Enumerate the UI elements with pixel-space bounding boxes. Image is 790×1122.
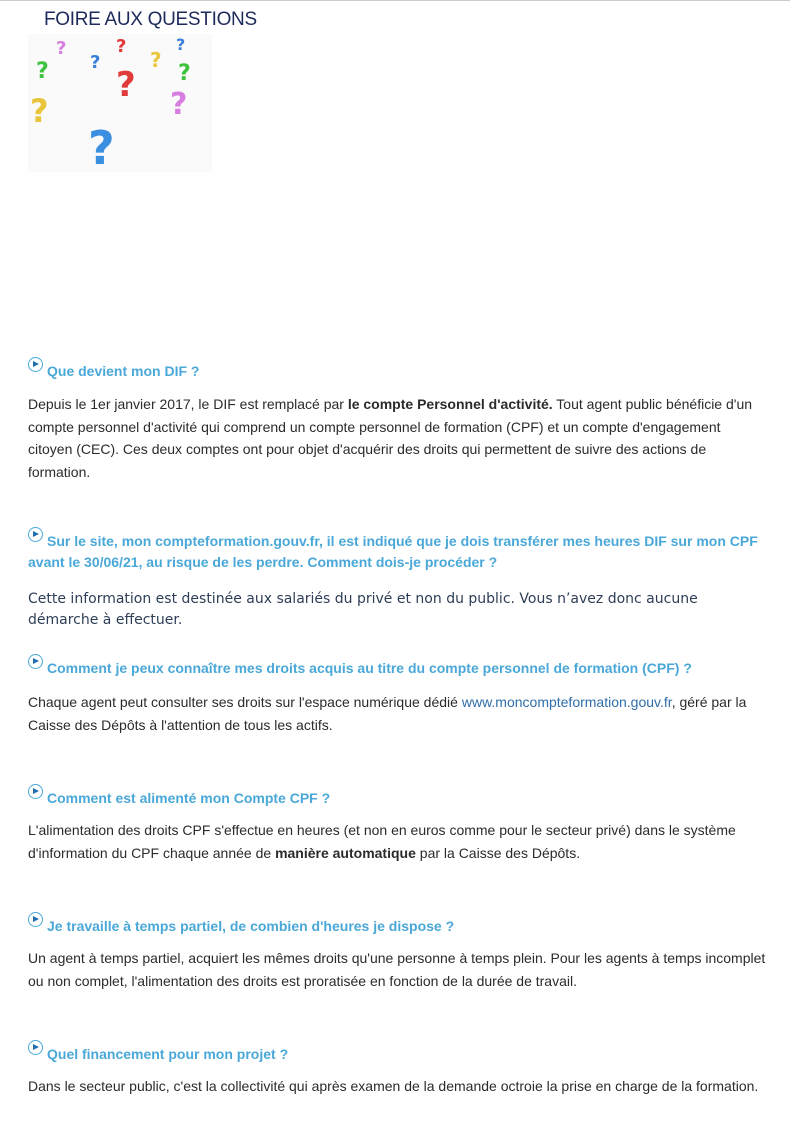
faq-question-4[interactable]: Comment est alimenté mon Compte CPF ? <box>28 784 768 809</box>
svg-text:?: ? <box>178 61 191 86</box>
svg-text:?: ? <box>36 59 49 84</box>
svg-text:?: ? <box>170 87 188 122</box>
svg-text:?: ? <box>56 38 67 59</box>
top-divider <box>0 0 790 1</box>
faq-question-6[interactable]: Quel financement pour mon projet ? <box>28 1040 768 1065</box>
faq-question-5[interactable]: Je travaille à temps partiel, de combien d'heures je dispose ? <box>28 912 768 937</box>
faq-answer-2: Cette information est destinée aux salariés du privé et non du public. Vous n’avez donc aucune démarche à effectuer. <box>28 591 698 628</box>
arrow-circle-icon <box>28 1040 43 1055</box>
faq-question-2[interactable]: Sur le site, mon compteformation.gouv.fr, il est indiqué que je dois transférer mes heures DIF sur mon CPF avant le 30/06/21, au risque de les perdre. Comment dois-je procéder ? <box>28 527 768 573</box>
svg-text:?: ? <box>88 121 115 172</box>
arrow-circle-icon <box>28 784 43 799</box>
svg-text:?: ? <box>90 52 101 73</box>
faq-answer-5: Un agent à temps partiel, acquiert les mêmes droits qu'une personne à temps plein. Pour les agents à temps incomplet ou non complet, l'alimentation des droits est proratisée en fonction de la durée de travail. <box>28 950 766 989</box>
svg-text:?: ? <box>116 65 136 105</box>
faq-question-1[interactable]: Que devient mon DIF ? <box>28 357 768 382</box>
svg-text:?: ? <box>30 92 49 130</box>
arrow-circle-icon <box>28 912 43 927</box>
svg-text:?: ? <box>116 36 127 57</box>
faq-answer-6: Dans le secteur public, c'est la collectivité qui après examen de la demande octroie la prise en charge de la formation. <box>28 1078 759 1094</box>
arrow-circle-icon <box>28 527 43 542</box>
page-title: FOIRE AUX QUESTIONS <box>44 9 257 30</box>
svg-text:?: ? <box>150 48 162 72</box>
faq-question-3[interactable]: Comment je peux connaître mes droits acquis au titre du compte personnel de formation (CPF) ? <box>28 654 768 679</box>
question-marks-image <box>28 34 212 172</box>
faq-answer-3: Chaque agent peut consulter ses droits sur l'espace numérique dédié www.moncompteformation.gouv.fr, géré par la Caisse des Dépôts à l'attention de tous les actifs. <box>28 694 747 733</box>
faq-answer-4: L'alimentation des droits CPF s'effectue en heures (et non en euros comme pour le secteur privé) dans le système d'information du CPF chaque année de manière automatique par la Caisse des Dépôts. <box>28 822 736 861</box>
faq-answer-1: Depuis le 1er janvier 2017, le DIF est remplacé par le compte Personnel d'activité. Tout agent public bénéficie d'un compte personnel d'activité qui comprend un compte personnel de formation (CPF) et un compte d'engagement citoyen (CEC). Ces deux comptes ont pour objet d'acquérir des droits qui permettent de suivre des actions de formation. <box>28 396 753 480</box>
svg-text:?: ? <box>176 35 186 54</box>
arrow-circle-icon <box>28 357 43 372</box>
arrow-circle-icon <box>28 654 43 669</box>
moncompteformation-link[interactable]: www.moncompteformation.gouv.fr <box>461 694 672 710</box>
